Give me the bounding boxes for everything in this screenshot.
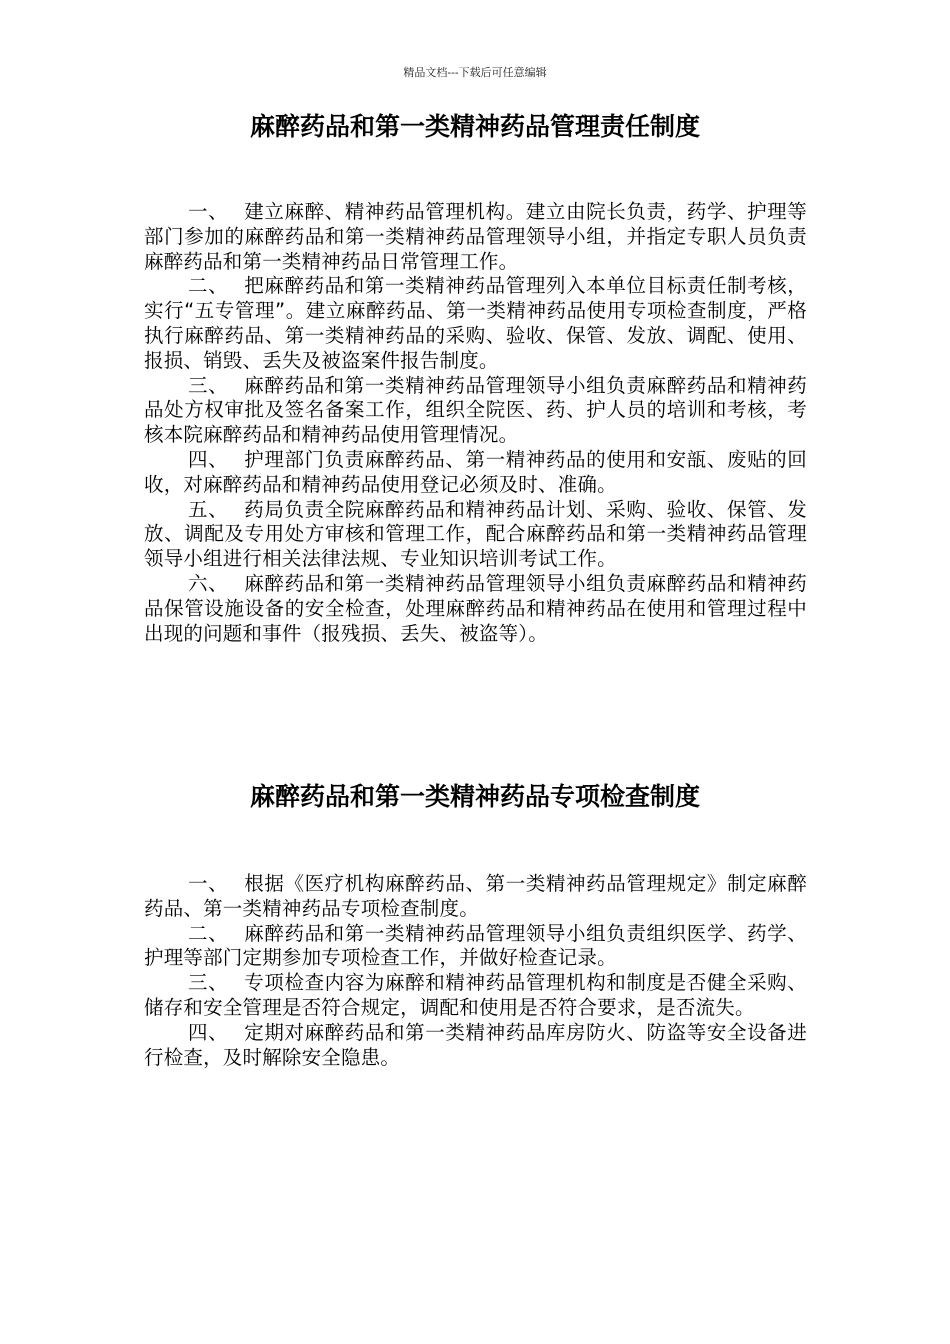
paragraph-text: 专项检查内容为麻醉和精神药品管理机构和制度是否健全采购、储存和安全管理是否符合规定，调配和使用是否符合要求，是否流失。 [144,971,807,1019]
paragraph-number: 五、 [188,497,229,521]
paragraph [144,200,807,274]
paragraph-text: 定期对麻醉药品和第一类精神药品库房防火、防盗等安全设备进行检查，及时解除安全隐患。 [144,1020,807,1069]
paragraph-number: 六、 [188,571,229,595]
paragraph-text: 根据《医疗机构麻醉药品、第一类精神药品管理规定》制定麻醉药品、第一类精神药品专项检查制度。 [144,872,807,920]
paragraph-number: 三、 [188,373,229,397]
paragraph-text: 麻醉药品和第一类精神药品管理领导小组负责组织医学、药学、护理等部门定期参加专项检查工作，并做好检查记录。 [144,921,807,970]
paragraph-text: 药局负责全院麻醉药品和精神药品计划、采购、验收、保管、发放、调配及专用处方审核和管理工作，配合麻醉药品和第一类精神药品管理领导小组进行相关法律法规、专业知识培训考试工作。 [144,497,807,571]
paragraph-number: 四、 [188,447,229,471]
paragraph-text: 建立麻醉、精神药品管理机构。建立由院长负责，药学、护理等部门参加的麻醉药品和第一类精神药品管理领导小组，并指定专职人员负责麻醉药品和第一类精神药品日常管理工作。 [144,200,807,273]
paragraph [144,448,807,498]
paragraph [144,971,807,1021]
paragraph-text: 把麻醉药品和第一类精神药品管理列入本单位目标责任制考核，实行“五专管理”。建立麻醉药品、第一类精神药品使用专项检查制度，严格执行麻醉药品、第一类精神药品的采购、验收、保管、发放、调配、使用、报损、销毁、丢失及被盗案件报告制度。 [144,274,807,372]
paragraph-number: 一、 [188,200,229,223]
paragraph [144,498,807,572]
paragraph-number: 二、 [188,274,229,298]
section-inspection-body [144,872,807,1070]
paragraph-text: 麻醉药品和第一类精神药品管理领导小组负责麻醉药品和精神药品保管设施设备的安全检查，处理麻醉药品和精神药品在使用和管理过程中出现的问题和事件（报残损、丢失、被盗等）。 [144,571,807,645]
paragraph [144,374,807,448]
paragraph-text: 护理部门负责麻醉药品、第一精神药品的使用和安瓿、废贴的回收，对麻醉药品和精神药品使用登记必须及时、准确。 [144,447,807,496]
paragraph-number: 四、 [188,1020,229,1044]
paragraph [144,872,807,922]
paragraph [144,274,807,373]
paragraph-number: 三、 [188,971,229,995]
paragraph [144,922,807,972]
paragraph [144,572,807,646]
paragraph [144,1021,807,1071]
paragraph-number: 一、 [188,872,229,895]
paragraph-number: 二、 [188,921,229,945]
document-header-note: 精品文档---下载后可任意编辑 [403,66,547,79]
section-responsibility-body [144,200,807,646]
section-title-responsibility: 麻醉药品和第一类精神药品管理责任制度 [249,112,700,141]
section-title-inspection: 麻醉药品和第一类精神药品专项检查制度 [249,782,700,811]
paragraph-text: 麻醉药品和第一类精神药品管理领导小组负责麻醉药品和精神药品处方权审批及签名备案工作，组织全院医、药、护人员的培训和考核，考核本院麻醉药品和精神药品使用管理情况。 [144,373,807,447]
